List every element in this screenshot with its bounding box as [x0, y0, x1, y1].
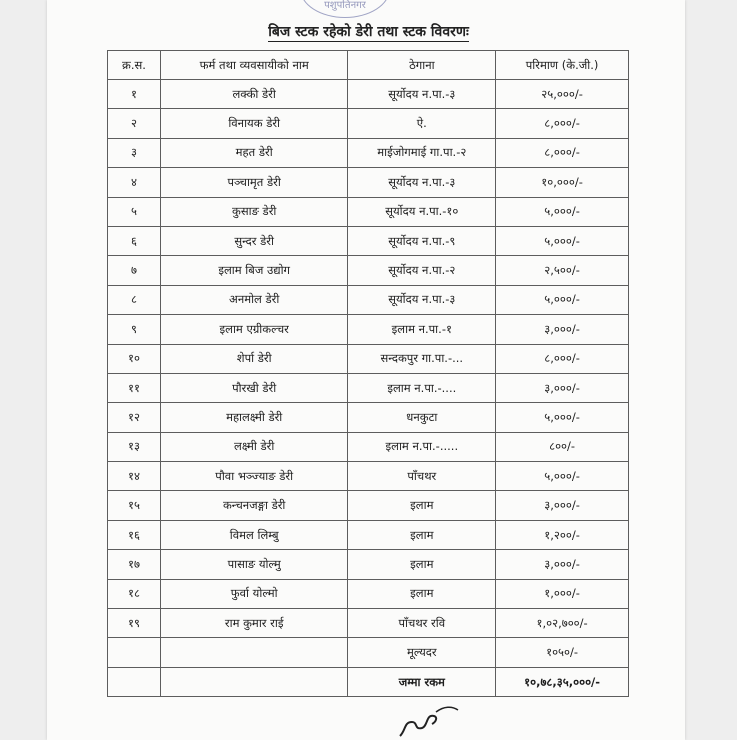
address-cell: इलाम [348, 579, 496, 608]
firm-name-cell: महत डेरी [160, 138, 348, 167]
serial-cell: १० [108, 344, 161, 373]
quantity-cell: ८००/- [496, 432, 629, 461]
firm-name-cell: सुन्दर डेरी [160, 226, 348, 255]
quantity-cell: ८,०००/- [496, 109, 629, 138]
total-empty-name [160, 667, 348, 696]
serial-cell: ८ [108, 285, 161, 314]
address-cell: माईजोगमाई गा.पा.-२ [348, 138, 496, 167]
address-cell: धनकुटा [348, 403, 496, 432]
total-label: जम्मा रकम [348, 667, 496, 696]
total-value: १०,७८,३५,०००/- [496, 667, 629, 696]
address-cell: सूर्योदय न.पा.-१० [348, 197, 496, 226]
firm-name-cell: पञ्चामृत डेरी [160, 168, 348, 197]
quantity-cell: १,०००/- [496, 579, 629, 608]
rate-label: मूल्यदर [348, 638, 496, 667]
firm-name-cell: विनायक डेरी [160, 109, 348, 138]
serial-cell: ३ [108, 138, 161, 167]
header-serial: क्र.स. [108, 51, 161, 80]
total-empty-serial [108, 667, 161, 696]
table-header-row [108, 51, 629, 80]
firm-name-cell: इलाम बिज उद्योग [160, 256, 348, 285]
serial-cell: १८ [108, 579, 161, 608]
firm-name-cell: पासाङ योल्मु [160, 550, 348, 579]
table-row [108, 491, 629, 520]
serial-cell: ४ [108, 168, 161, 197]
quantity-cell: ५,०००/- [496, 462, 629, 491]
serial-cell: १६ [108, 520, 161, 549]
firm-name-cell: शेर्पा डेरी [160, 344, 348, 373]
table-row [108, 256, 629, 285]
serial-cell: १२ [108, 403, 161, 432]
firm-name-cell: लक्ष्मी डेरी [160, 432, 348, 461]
address-cell: सूर्योदय न.पा.-३ [348, 168, 496, 197]
firm-name-cell: कुसाङ डेरी [160, 197, 348, 226]
serial-cell: १९ [108, 609, 161, 638]
table-row [108, 373, 629, 402]
serial-cell: १५ [108, 491, 161, 520]
serial-cell: १७ [108, 550, 161, 579]
quantity-cell: ३,०००/- [496, 550, 629, 579]
firm-name-cell: राम कुमार राई [160, 609, 348, 638]
header-firm-name: फर्म तथा व्यवसायीको नाम [160, 51, 348, 80]
table-row [108, 315, 629, 344]
address-cell: पाँचथर रवि [348, 609, 496, 638]
table-row [108, 462, 629, 491]
table-row [108, 168, 629, 197]
quantity-cell: ८,०००/- [496, 138, 629, 167]
quantity-cell: १,२००/- [496, 520, 629, 549]
quantity-cell: २५,०००/- [496, 80, 629, 109]
table-row [108, 579, 629, 608]
header-quantity: परिमाण (के.जी.) [496, 51, 629, 80]
header-address: ठेगाना [348, 51, 496, 80]
table-row [108, 197, 629, 226]
quantity-cell: ५,०००/- [496, 197, 629, 226]
quantity-cell: ३,०००/- [496, 315, 629, 344]
address-cell: इलाम न.पा.-१ [348, 315, 496, 344]
firm-name-cell: अनमोल डेरी [160, 285, 348, 314]
quantity-cell: ५,०००/- [496, 285, 629, 314]
rate-row [108, 638, 629, 667]
serial-cell: ९ [108, 315, 161, 344]
table-row [108, 609, 629, 638]
address-cell: सूर्योदय न.पा.-३ [348, 80, 496, 109]
firm-name-cell: विमल लिम्बु [160, 520, 348, 549]
table-row [108, 344, 629, 373]
serial-cell: ५ [108, 197, 161, 226]
firm-name-cell: पौवा भञ्ज्याङ डेरी [160, 462, 348, 491]
address-cell: इलाम [348, 550, 496, 579]
rate-empty-name [160, 638, 348, 667]
address-cell: इलाम [348, 520, 496, 549]
table-row [108, 432, 629, 461]
stock-table [107, 50, 629, 697]
firm-name-cell: कन्चनजङ्गा डेरी [160, 491, 348, 520]
address-cell: इलाम [348, 491, 496, 520]
serial-cell: १ [108, 80, 161, 109]
firm-name-cell: महालक्ष्मी डेरी [160, 403, 348, 432]
quantity-cell: ५,०००/- [496, 226, 629, 255]
quantity-cell: ३,०००/- [496, 491, 629, 520]
quantity-cell: ८,०००/- [496, 344, 629, 373]
table-row [108, 109, 629, 138]
serial-cell: ७ [108, 256, 161, 285]
quantity-cell: १,०२,७००/- [496, 609, 629, 638]
address-cell: सूर्योदय न.पा.-२ [348, 256, 496, 285]
serial-cell: ११ [108, 373, 161, 402]
address-cell: इलाम न.पा.-.... [348, 373, 496, 402]
serial-cell: १३ [108, 432, 161, 461]
quantity-cell: २,५००/- [496, 256, 629, 285]
address-cell: सन्दकपुर गा.पा.-... [348, 344, 496, 373]
serial-cell: २ [108, 109, 161, 138]
address-cell: सूर्योदय न.पा.-३ [348, 285, 496, 314]
address-cell: इलाम न.पा.-..... [348, 432, 496, 461]
table-row [108, 80, 629, 109]
quantity-cell: ३,०००/- [496, 373, 629, 402]
table-row [108, 138, 629, 167]
serial-cell: १४ [108, 462, 161, 491]
table-row [108, 403, 629, 432]
address-cell: पाँचथर [348, 462, 496, 491]
table-body [108, 80, 629, 638]
title-text: बिज स्टक रहेको डेरी तथा स्टक विवरणः [268, 24, 469, 40]
address-cell: ऐ. [348, 109, 496, 138]
table-row [108, 285, 629, 314]
quantity-cell: १०,०००/- [496, 168, 629, 197]
table-row [108, 520, 629, 549]
address-cell: सूर्योदय न.पा.-९ [348, 226, 496, 255]
seal-text: पशुपतिनगर [324, 0, 366, 11]
serial-cell: ६ [108, 226, 161, 255]
rate-value: १०५०/- [496, 638, 629, 667]
table-row [108, 226, 629, 255]
firm-name-cell: फुर्वा योल्मो [160, 579, 348, 608]
table-row [108, 550, 629, 579]
quantity-cell: ५,०००/- [496, 403, 629, 432]
firm-name-cell: लक्की डेरी [160, 80, 348, 109]
total-row [108, 667, 629, 696]
firm-name-cell: पौरखी डेरी [160, 373, 348, 402]
firm-name-cell: इलाम एग्रीकल्चर [160, 315, 348, 344]
document-title [0, 22, 737, 41]
handwritten-signature [392, 700, 462, 740]
rate-empty-serial [108, 638, 161, 667]
